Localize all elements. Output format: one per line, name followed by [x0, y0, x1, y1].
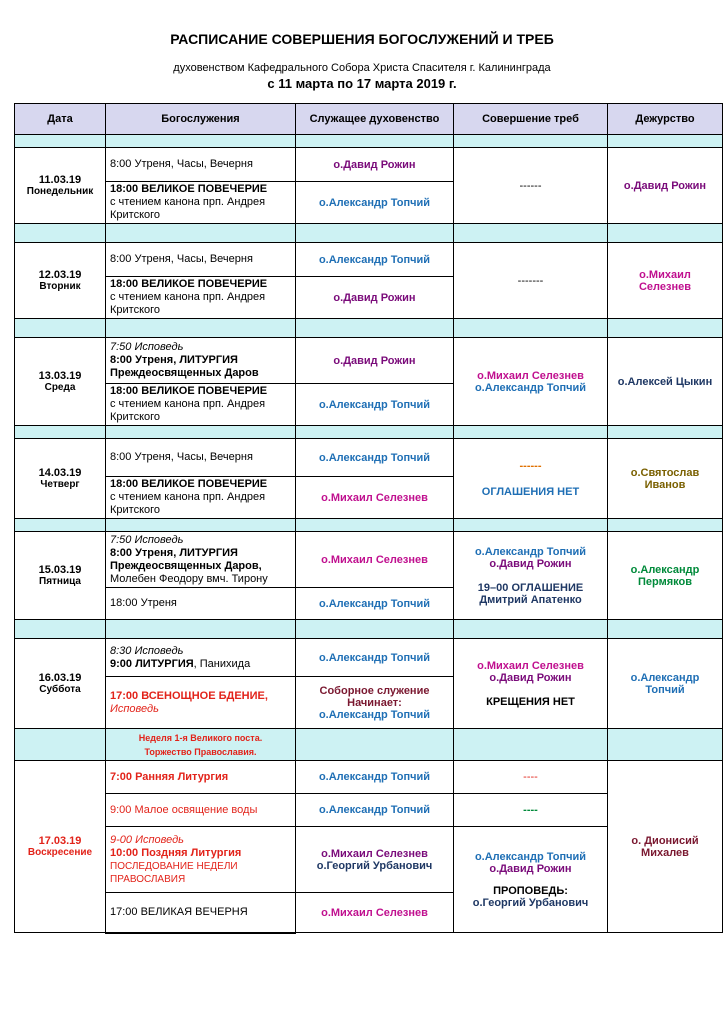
- weekday-text: Среда: [44, 382, 76, 393]
- rites-cell: ----: [454, 794, 608, 827]
- confession-note: 8:30 Исповедь: [110, 644, 184, 657]
- date-cell: [15, 243, 106, 319]
- confession-note: Исповедь: [110, 702, 159, 715]
- clergy-cell: о.Михаил Селезнев: [296, 477, 454, 519]
- separator-row: [15, 426, 723, 439]
- table-row: [15, 148, 723, 182]
- service-title: 18:00 ВЕЛИКОЕ ПОВЕЧЕРИЕ: [110, 385, 268, 397]
- date-text: 13.03.19: [38, 370, 82, 382]
- separator-row: [15, 519, 723, 532]
- service-note: Молебен Феодору вмч. Тирону: [110, 572, 268, 585]
- service-title: 17:00 ВСЕНОЩНОЕ БДЕНИЕ,: [110, 689, 268, 702]
- clergy-cell: о.Александр Топчий: [296, 588, 454, 620]
- service-cell: [106, 277, 296, 319]
- rites-priest: о.Давид Рожин: [489, 671, 572, 684]
- rites-priest: о.Михаил Селезнев: [477, 369, 584, 382]
- header-date: Дата: [15, 104, 106, 135]
- rites-note: Дмитрий Апатенко: [479, 593, 582, 606]
- date-cell: [15, 338, 106, 426]
- service-cell: [106, 827, 296, 893]
- service-cell: 8:00 Утреня, Часы, Вечерня: [106, 439, 296, 477]
- weekday-text: Вторник: [39, 281, 81, 292]
- rites-cell: [454, 639, 608, 729]
- clergy-cell: о.Александр Топчий: [296, 182, 454, 224]
- service-title: 18:00 ВЕЛИКОЕ ПОВЕЧЕРИЕ: [110, 478, 268, 490]
- header-row: [15, 104, 723, 135]
- weekday-text: Воскресение: [27, 847, 93, 858]
- rites-priest: о.Александр Топчий: [474, 850, 587, 863]
- service-cell: [106, 639, 296, 677]
- header-clergy: Служащее духовенство: [296, 104, 454, 135]
- duty-cell: о.Александр Пермяков: [608, 532, 723, 620]
- sermon-priest: о.Георгий Урбанович: [472, 896, 589, 909]
- rites-priest: о.Александр Топчий: [474, 381, 587, 394]
- rites-priest: о.Александр Топчий: [474, 545, 587, 558]
- separator-row: [15, 319, 723, 338]
- feast-line: Неделя 1-я Великого поста.: [138, 732, 263, 743]
- rites-cell: ------: [454, 148, 608, 224]
- date-text: 12.03.19: [38, 269, 82, 281]
- weekday-text: Пятница: [39, 576, 81, 587]
- table-row: [15, 439, 723, 477]
- duty-cell: о.Алексей Цыкин: [608, 338, 723, 426]
- rites-cell: [454, 532, 608, 620]
- confession-note: 9-00 Исповедь: [110, 833, 184, 846]
- rites-priest: о.Давид Рожин: [489, 557, 572, 570]
- clergy-cell: о.Александр Топчий: [296, 243, 454, 277]
- rites-note: КРЕЩЕНИЯ НЕТ: [486, 695, 575, 708]
- confession-note: 7:50 Исповедь: [110, 341, 184, 353]
- service-note: с чтением канона прп. Андрея Критского: [110, 398, 266, 423]
- service-cell: 8:00 Утреня, Часы, Вечерня: [106, 243, 296, 277]
- rites-cell: [454, 439, 608, 519]
- header-duty: Дежурство: [608, 104, 723, 135]
- period: с 11 марта по 17 марта 2019 г.: [267, 76, 457, 91]
- date-cell: [15, 148, 106, 224]
- table-row: [15, 243, 723, 277]
- table-row: [15, 532, 723, 588]
- separator-row: [15, 620, 723, 639]
- separator-row: [15, 729, 723, 761]
- table-row: [15, 338, 723, 384]
- clergy-cell: о.Александр Топчий: [296, 794, 454, 827]
- service-cell: [106, 677, 296, 729]
- clergy-cell: о.Александр Топчий: [296, 761, 454, 794]
- service-note: , Панихида: [193, 657, 251, 670]
- clergy-cell: о.Михаил Селезнев: [296, 893, 454, 933]
- header-services: Богослужения: [106, 104, 296, 135]
- date-text: 11.03.19: [38, 174, 82, 186]
- service-cell: [106, 182, 296, 224]
- date-text: 17.03.19: [38, 835, 82, 847]
- weekday-text: Четверг: [40, 479, 80, 490]
- feast-note: [106, 729, 296, 761]
- confession-note: 7:50 Исповедь: [110, 533, 184, 546]
- clergy-note: Начинает:: [347, 696, 402, 709]
- service-cell: [106, 338, 296, 384]
- service-note: с чтением канона прп. Андрея Критского: [110, 291, 266, 316]
- page-title: РАСПИСАНИЕ СОВЕРШЕНИЯ БОГОСЛУЖЕНИЙ И ТРЕБ: [170, 31, 554, 47]
- service-title: 18:00 ВЕЛИКОЕ ПОВЕЧЕРИЕ: [110, 278, 268, 290]
- clergy-note: Соборное служение: [319, 684, 430, 697]
- service-cell: 18:00 Утреня: [106, 588, 296, 620]
- clergy-cell: о.Михаил Селезнев: [296, 532, 454, 588]
- duty-cell: о.Давид Рожин: [608, 148, 723, 224]
- separator-row: [15, 135, 723, 148]
- weekday-text: Понедельник: [26, 186, 94, 197]
- service-title: 8:00 Утреня, ЛИТУРГИЯ Преждеосвященных Даров,: [110, 546, 262, 572]
- clergy-cell: [296, 677, 454, 729]
- date-cell: [15, 439, 106, 519]
- service-cell: 17:00 ВЕЛИКАЯ ВЕЧЕРНЯ: [106, 893, 296, 933]
- service-title: 9:00 ЛИТУРГИЯ: [110, 657, 194, 670]
- rites-cell: ----: [454, 761, 608, 794]
- date-cell: [15, 761, 106, 933]
- clergy-name: о.Михаил Селезнев: [321, 847, 428, 860]
- service-note: ПОСЛЕДОВАНИЕ НЕДЕЛИ ПРАВОСЛАВИЯ: [110, 860, 238, 885]
- rites-note: ОГЛАШЕНИЯ НЕТ: [481, 485, 580, 498]
- service-cell: [106, 384, 296, 426]
- duty-cell: о.Александр Топчий: [608, 639, 723, 729]
- service-cell: 9:00 Малое освящение воды: [106, 794, 296, 827]
- subtitle: духовенством Кафедрального Собора Христа Спасителя г. Калининграда: [173, 62, 551, 74]
- clergy-cell: о.Александр Топчий: [296, 439, 454, 477]
- rites-cell: -------: [454, 243, 608, 319]
- date-text: 14.03.19: [38, 467, 82, 479]
- service-cell: 8:00 Утреня, Часы, Вечерня: [106, 148, 296, 182]
- sermon-label: ПРОПОВЕДЬ:: [493, 884, 568, 897]
- duty-cell: о.Святослав Иванов: [608, 439, 723, 519]
- date-cell: [15, 639, 106, 729]
- rites-dash: ------: [519, 459, 542, 472]
- rites-cell: [454, 827, 608, 933]
- feast-line: Торжество Православия.: [144, 746, 257, 757]
- clergy-cell: о.Давид Рожин: [296, 148, 454, 182]
- rites-priest: о.Давид Рожин: [489, 862, 572, 875]
- service-note: с чтением канона прп. Андрея Критского: [110, 196, 266, 221]
- header-rites: Совершение треб: [454, 104, 608, 135]
- service-title: 18:00 ВЕЛИКОЕ ПОВЕЧЕРИЕ: [110, 183, 268, 195]
- service-cell: 7:00 Ранняя Литургия: [106, 761, 296, 794]
- rites-priest: о.Михаил Селезнев: [477, 659, 584, 672]
- clergy-cell: о.Давид Рожин: [296, 277, 454, 319]
- service-title: 10:00 Поздняя Литургия: [110, 846, 242, 859]
- clergy-cell: о.Давид Рожин: [296, 338, 454, 384]
- weekday-text: Суббота: [39, 684, 81, 695]
- service-cell: [106, 477, 296, 519]
- clergy-name: о.Георгий Урбанович: [316, 859, 433, 872]
- clergy-cell: о.Александр Топчий: [296, 384, 454, 426]
- clergy-name: о.Александр Топчий: [318, 708, 431, 721]
- schedule-table: [14, 103, 723, 934]
- service-title: 8:00 Утреня, ЛИТУРГИЯ Преждеосвященных Даров: [110, 354, 259, 379]
- separator-row: [15, 224, 723, 243]
- rites-cell: [454, 338, 608, 426]
- date-text: 16.03.19: [38, 672, 82, 684]
- date-cell: [15, 532, 106, 620]
- duty-cell: о. Дионисий Михалев: [608, 761, 723, 933]
- table-row: [15, 639, 723, 677]
- table-row: [15, 761, 723, 794]
- rites-note: 19–00 ОГЛАШЕНИЕ: [477, 581, 584, 594]
- clergy-cell: [296, 827, 454, 893]
- service-note: с чтением канона прп. Андрея Критского: [110, 491, 266, 516]
- duty-cell: о.Михаил Селезнев: [608, 243, 723, 319]
- clergy-cell: о.Александр Топчий: [296, 639, 454, 677]
- service-cell: [106, 532, 296, 588]
- date-text: 15.03.19: [38, 564, 82, 576]
